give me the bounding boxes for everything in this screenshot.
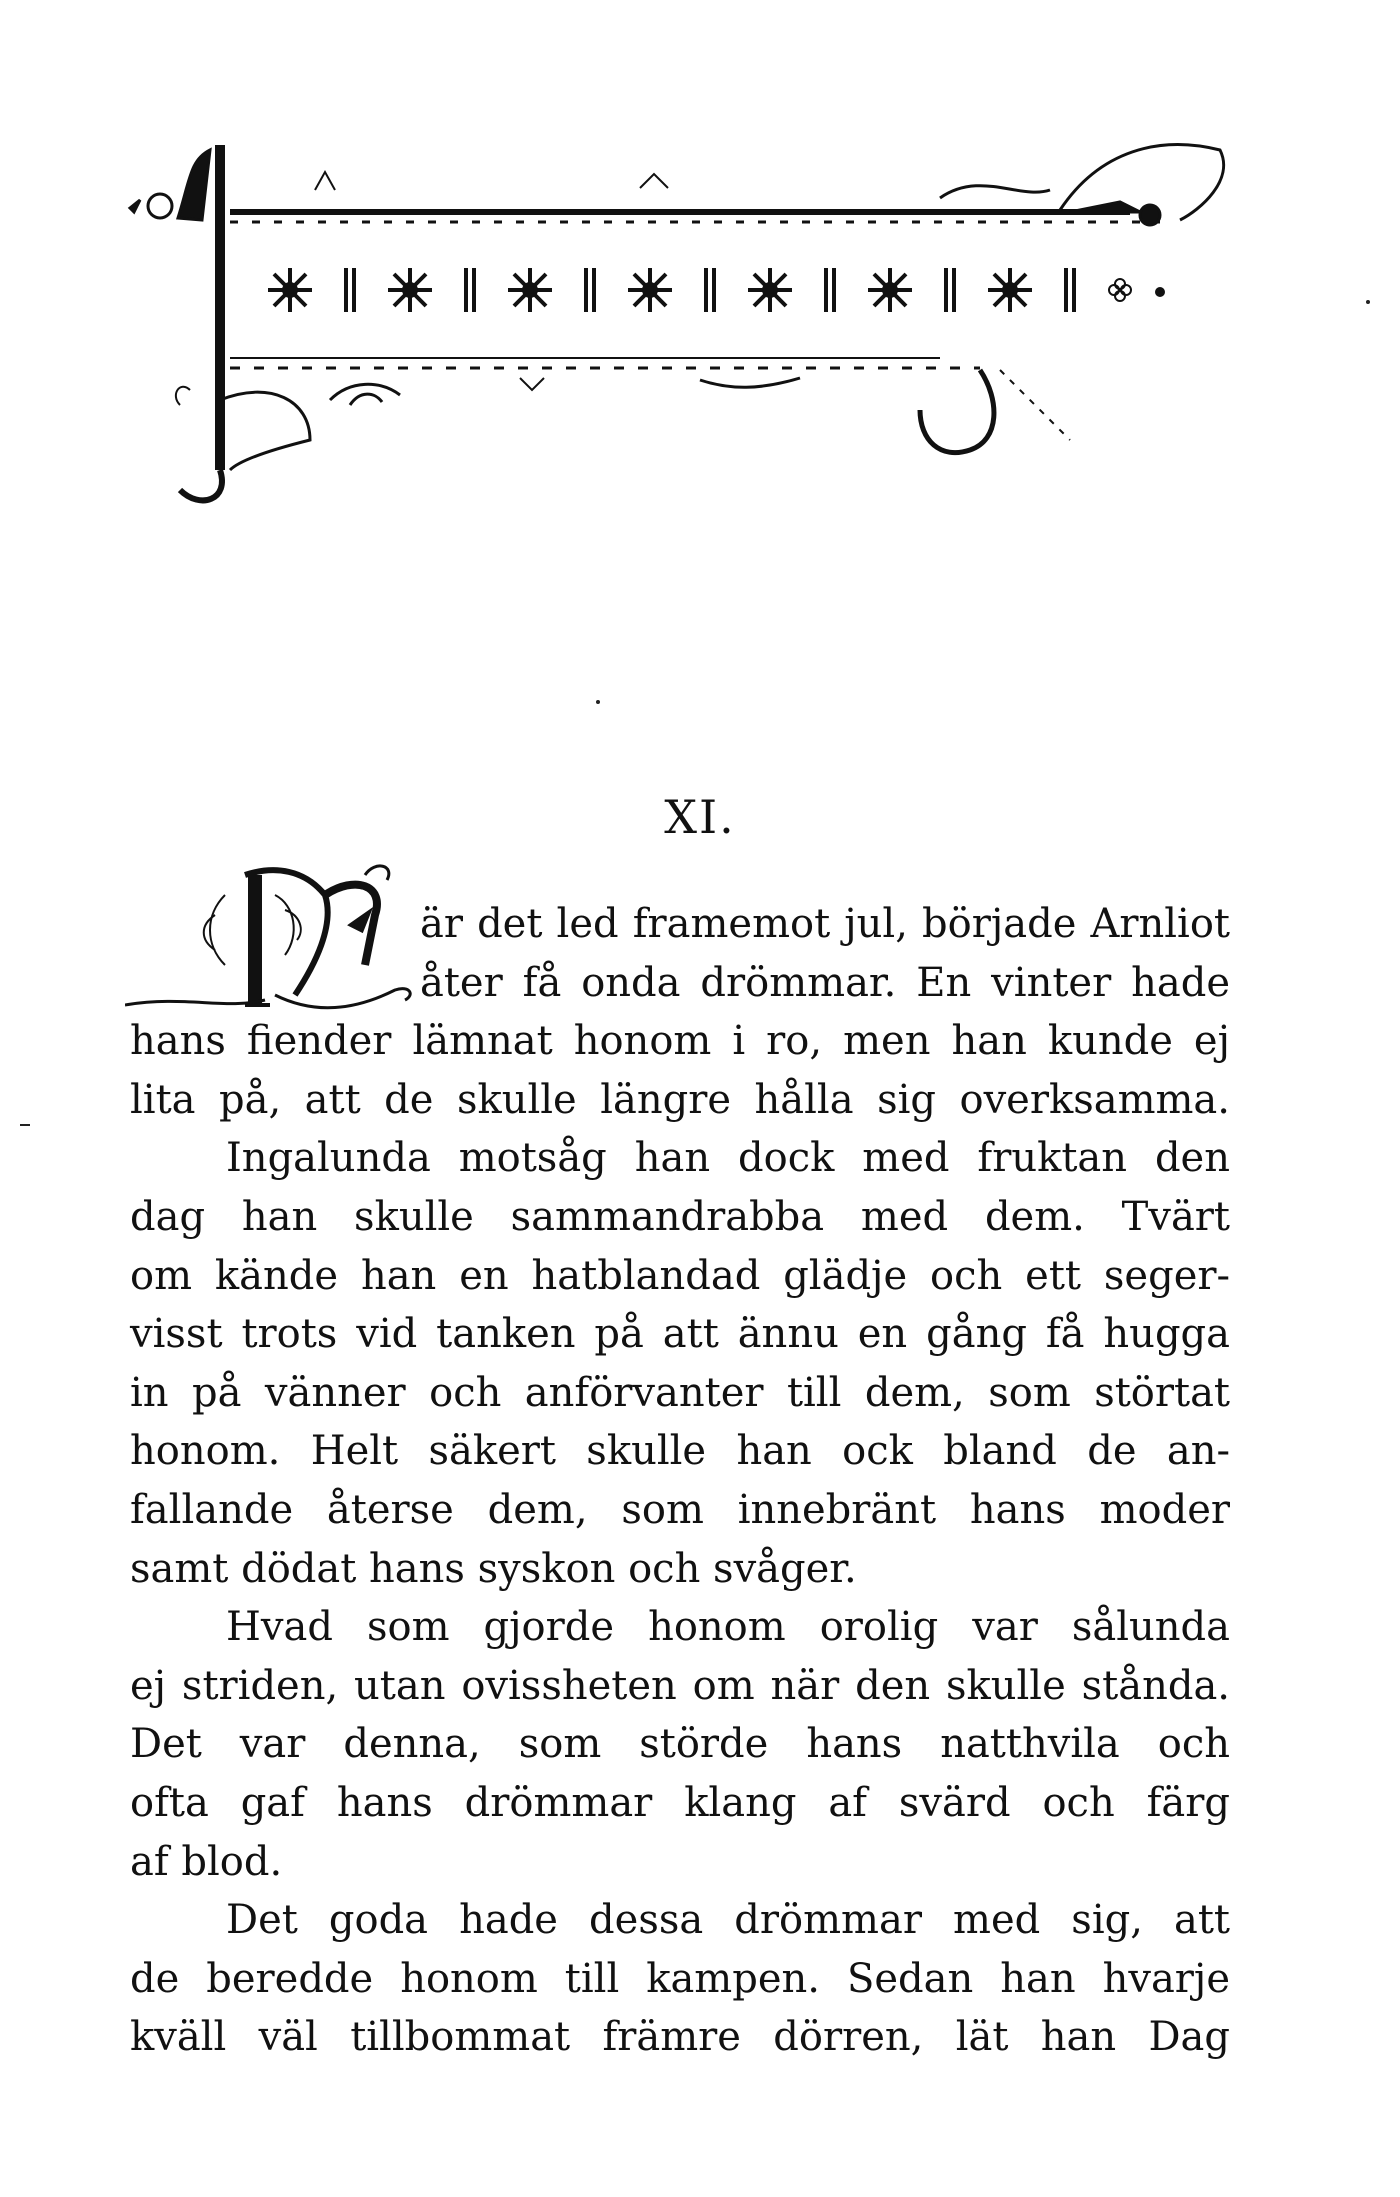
text-line: kväll väl tillbommat främre dörren, lät han Dag [130,2014,1230,2061]
text-line: visst trots vid tanken på att ännu en gång få hugga [130,1311,1230,1358]
body-text [130,895,1230,2067]
text-line: är det led framemot jul, började Arnliot [420,901,1230,947]
text-line: hans fiender lämnat honom i ro, men han kunde ej [130,1018,1230,1065]
text-line: ej striden, utan ovissheten om när den skulle stånda. [130,1662,1230,1709]
print-speck [1366,300,1370,304]
text-line: dag han skulle sammandrabba med dem. Tvärt [130,1193,1230,1240]
text-line: Hvad som gjorde honom orolig var sålunda [226,1604,1230,1651]
text-line: fallande återse dem, som innebränt hans moder [130,1486,1230,1533]
text-line: Ingalunda motsåg han dock med fruktan den [226,1135,1230,1182]
text-line: de beredde honom till kampen. Sedan han hvarje [130,1955,1230,2002]
text-line: Det var denna, som störde hans natthvila och [130,1721,1230,1768]
text-line: åter få onda drömmar. En vinter hade [420,959,1230,1006]
print-speck [20,1124,30,1126]
text-line: in på vänner och anförvanter till dem, som störtat [130,1369,1230,1416]
text-line: samt dödat hans syskon och svåger. [130,1545,857,1592]
print-speck [596,700,600,704]
text-line: ofta gaf hans drömmar klang af svärd och färg [130,1779,1230,1826]
text-line: lita på, att de skulle längre hålla sig overksamma. [130,1076,1230,1123]
text-line: om kände han en hatblandad glädje och ett seger- [130,1252,1230,1299]
headpiece-ornament [120,140,1240,510]
text-line: honom. Helt säkert skulle han ock bland de an- [130,1428,1230,1475]
text-line: af blod. [130,1838,283,1885]
chapter-number: XI. [664,790,736,844]
text-line: Det goda hade dessa drömmar med sig, att [226,1897,1230,1944]
